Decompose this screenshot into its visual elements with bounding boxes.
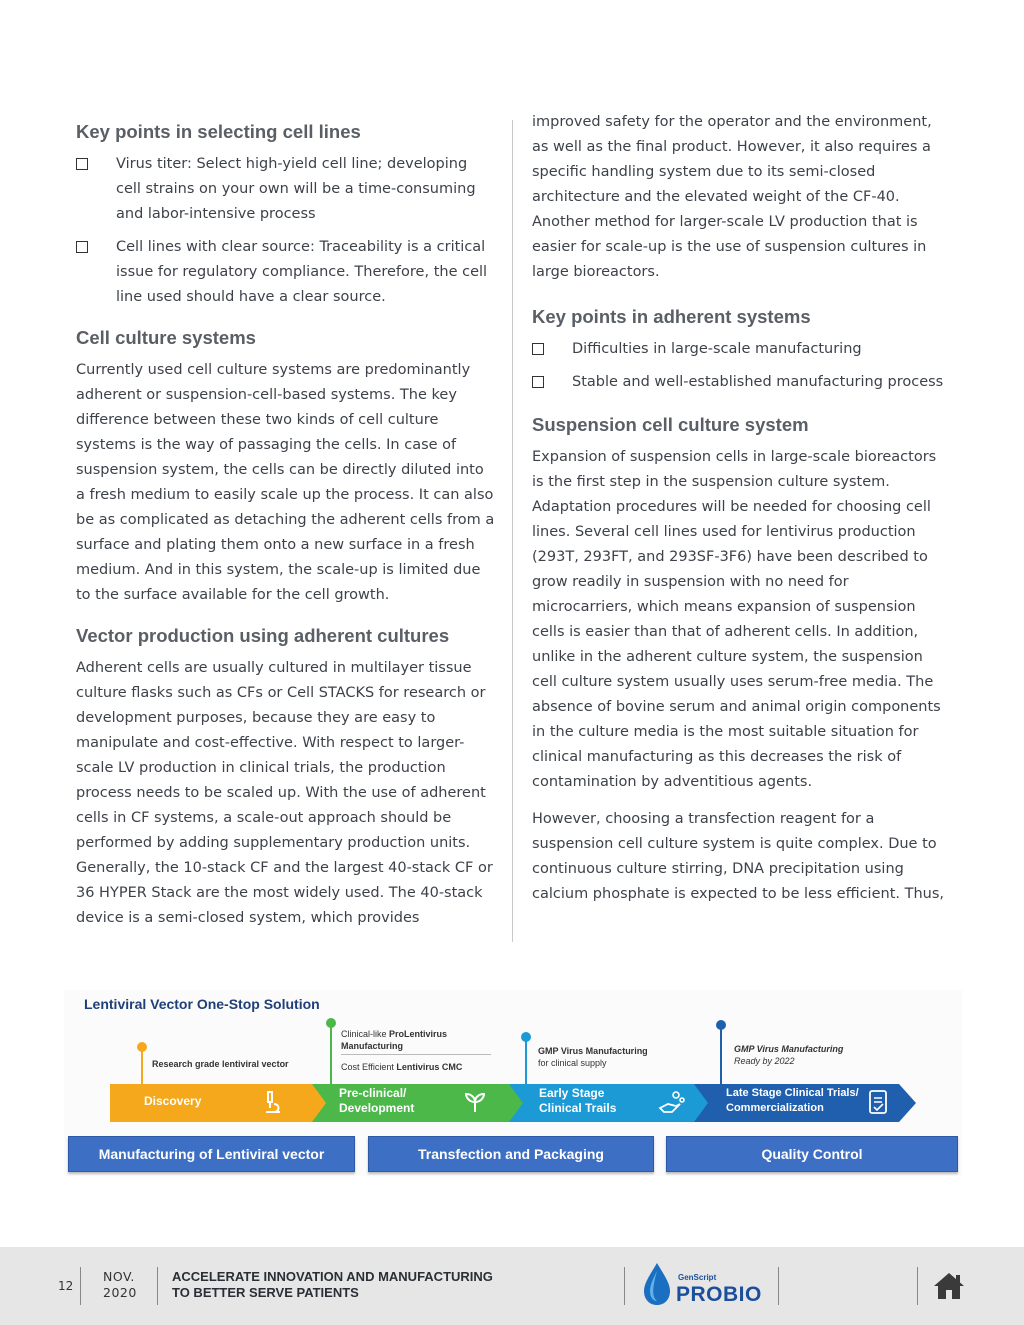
issue-year: 2020 [103, 1285, 137, 1300]
note-text-bold: GMP Virus Manufacturing [538, 1046, 648, 1056]
note-text: Cost Efficient [341, 1062, 397, 1072]
issue-date [103, 1269, 137, 1301]
footer-divider [778, 1267, 779, 1305]
roadmap-figure [64, 990, 962, 1176]
publication-title-line: TO BETTER SERVE PATIENTS [172, 1285, 359, 1300]
microscope-icon [260, 1090, 284, 1116]
continued-paragraph: improved safety for the operator and the environment, as well as the final product. However, it also requires a specific handling system due to its semi-closed architecture and the elevated weight of the CF-40. Another method for larger-scale LV production that is easier for scale-up is the use of suspension cultures in large bioreactors. [532, 114, 932, 280]
checkbox-icon [76, 158, 88, 170]
logo-brand: PROBIO [676, 1283, 762, 1306]
stage-early: Early Stage Clinical Trails [539, 1086, 617, 1115]
stage-late: Late Stage Clinical Trials/ Commercialization [726, 1087, 859, 1114]
list-item [532, 370, 944, 395]
cell-line-checklist [76, 152, 496, 310]
droplet-logo-icon [640, 1261, 674, 1307]
list-item-text: Cell lines with clear source: Traceability is a critical issue for regulatory compliance. Therefore, the cell line used should have a clear source. [116, 239, 488, 305]
bar-quality-control: Quality Control [666, 1136, 958, 1172]
pin-preclinical [330, 1024, 332, 1084]
heading-key-points-adherent: Key points in adherent systems [532, 306, 811, 327]
note-text: Clinical-like [341, 1029, 390, 1039]
note-text-bold: ProLentivirus [389, 1029, 448, 1039]
note-preclinical [341, 1028, 531, 1073]
list-item-text: Virus titer: Select high-yield cell line; developing cell strains on your own will be a time-consuming and labor-intensive process [116, 156, 476, 222]
note-early [538, 1045, 648, 1069]
heading-vector-production-adherent: Vector production using adherent cultures [76, 625, 450, 646]
heading-cell-culture-systems: Cell culture systems [76, 327, 256, 348]
list-item-text: Stable and well-established manufacturing process [572, 374, 944, 390]
suspension-paragraph-1: Expansion of suspension cells in large-scale bioreactors is the first step in the suspension culture system. Adaptation procedures will be needed for choosing cell lines. Several cell lines used for lentivirus production (293T, 293FT, and 293SF-3F6) have been described to grow readily in suspension with no need for microcarriers, which means expansion of suspension cells is easier than that of adherent cells. In addition, unlike in the adherent culture system, the suspension cell culture system usually uses serum-free media. The absence of bovine serum and animal origin components in the culture media is the most suitable situation for clinical manufacturing as this decreases the risk of contamination by adventitious agents. [532, 449, 941, 790]
heading-suspension-system: Suspension cell culture system [532, 414, 809, 435]
checkbox-icon [532, 376, 544, 388]
stage-discovery: Discovery [144, 1094, 202, 1108]
note-late [734, 1043, 843, 1067]
footer-divider [157, 1267, 158, 1305]
home-icon[interactable] [932, 1271, 966, 1301]
logo-company: GenScript [678, 1273, 717, 1282]
publication-title [172, 1269, 493, 1301]
page-footer [0, 1247, 1024, 1325]
note-text-bold: Lentivirus CMC [396, 1062, 463, 1072]
checkbox-icon [76, 241, 88, 253]
arrow-segment-discovery [110, 1084, 324, 1122]
bar-transfection: Transfection and Packaging [368, 1136, 654, 1172]
cell-culture-systems-paragraph: Currently used cell culture systems are predominantly adherent or suspension-cell-based systems. The key difference between these two kinds of cell culture systems is the way of passaging the cells. In case of suspension system, the cells can be directly diluted into a fresh medium to easily scale up the process. It can also be as complicated as detaching the adherent cells from a surface and plating them onto a new surface in a fresh medium. And in this system, the scale-up is limited due to the surface available for the cell growth. [76, 362, 495, 603]
list-item [76, 152, 496, 227]
note-discovery: Research grade lentiviral vector [152, 1059, 289, 1069]
pin-discovery [141, 1048, 143, 1084]
stage-preclinical: Pre-clinical/ Development [339, 1086, 415, 1115]
bar-manufacturing: Manufacturing of Lentiviral vector [68, 1136, 355, 1172]
list-item [76, 235, 496, 310]
right-column [532, 110, 944, 919]
footer-divider [80, 1267, 81, 1305]
checkbox-icon [532, 343, 544, 355]
publication-title-line: ACCELERATE INNOVATION AND MANUFACTURING [172, 1269, 493, 1284]
document-check-icon [866, 1088, 890, 1116]
heading-key-points-cell-lines: Key points in selecting cell lines [76, 121, 361, 142]
note-text: Ready by 2022 [734, 1056, 795, 1066]
plant-icon [462, 1090, 488, 1114]
note-text-bold: Manufacturing [341, 1041, 403, 1051]
footer-divider [624, 1267, 625, 1305]
issue-month: NOV. [103, 1269, 135, 1284]
adherent-checklist [532, 337, 944, 395]
footer-divider [917, 1267, 918, 1305]
note-text: for clinical supply [538, 1058, 607, 1068]
page-number: 12 [58, 1279, 74, 1293]
probio-logo [640, 1259, 770, 1311]
pin-late [720, 1026, 722, 1084]
suspension-paragraph-2: However, choosing a transfection reagent for a suspension cell culture system is quite complex. Due to continuous culture stirring, DNA precipitation using calcium phosphate is expected to be less efficient. Thus, [532, 811, 945, 902]
vector-production-paragraph: Adherent cells are usually cultured in multilayer tissue culture flasks such as CFs or Cell STACKS for research or development purposes, because they are easy to manipulate and cost-effective. With respect to larger-scale LV production in clinical trials, the production process needs to be scaled up. With the use of adherent cells in CF systems, a scale-out approach should be performed by adding supplementary production units. Generally, the 10-stack CF and the largest 40-stack CF or 36 HYPER Stack are the most widely used. The 40-stack device is a semi-closed system, which provides [76, 660, 493, 926]
hand-cells-icon [658, 1088, 686, 1116]
note-text-bold: GMP Virus Manufacturing [734, 1044, 844, 1054]
column-divider [512, 120, 513, 942]
figure-title: Lentiviral Vector One-Stop Solution [84, 996, 320, 1012]
list-item-text: Difficulties in large-scale manufacturing [572, 341, 862, 357]
left-column [76, 110, 496, 943]
list-item [532, 337, 944, 362]
